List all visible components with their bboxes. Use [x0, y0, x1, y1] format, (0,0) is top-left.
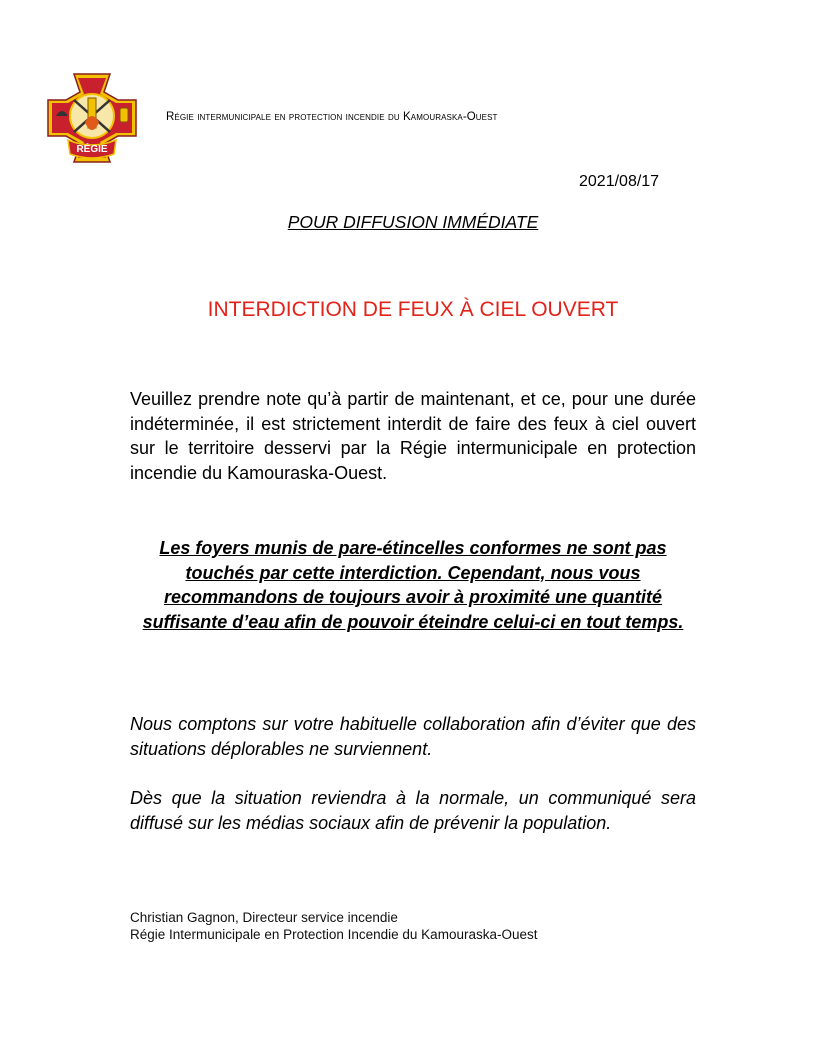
paragraph-collaboration: Nous comptons sur votre habituelle collaboration afin d’éviter que des situations déplorables ne surviennent. [130, 714, 696, 759]
signature-name: Christian Gagnon, Directeur service incendie [130, 910, 398, 925]
paragraph-followup: Dès que la situation reviendra à la normale, un communiqué sera diffusé sur les médias sociaux afin de prévenir la population. [130, 788, 696, 833]
fire-department-maltese-cross-icon [44, 70, 140, 166]
paragraph-exception: Les foyers munis de pare-étincelles conformes ne sont pas touchés par cette interdiction. Cependant, nous vous recommandons de toujours avoir à proximité une quantité suffisante d’eau afin de pouvoir éteindre celui-ci en tout temps. [142, 538, 684, 632]
release-date: 2021/08/17 [579, 173, 660, 190]
organization-name: Régie intermunicipale en protection incendie du Kamouraska-Ouest [166, 111, 498, 123]
release-label: POUR DIFFUSION IMMÉDIATE [287, 212, 539, 232]
paragraph-notice: Veuillez prendre note qu’à partir de maintenant, et ce, pour une durée indéterminée, il est strictement interdit de faire des feux à ciel ouvert sur le territoire desservi par la Régie intermunicipale en protection incendie du Kamouraska-Ouest. [130, 389, 696, 483]
signature-organization: Régie Intermunicipale en Protection Incendie du Kamouraska-Ouest [130, 927, 538, 942]
page-title: INTERDICTION DE FEUX À CIEL OUVERT [207, 298, 619, 321]
logo-text: RÉGIE [76, 144, 108, 155]
signature-block [130, 909, 537, 943]
